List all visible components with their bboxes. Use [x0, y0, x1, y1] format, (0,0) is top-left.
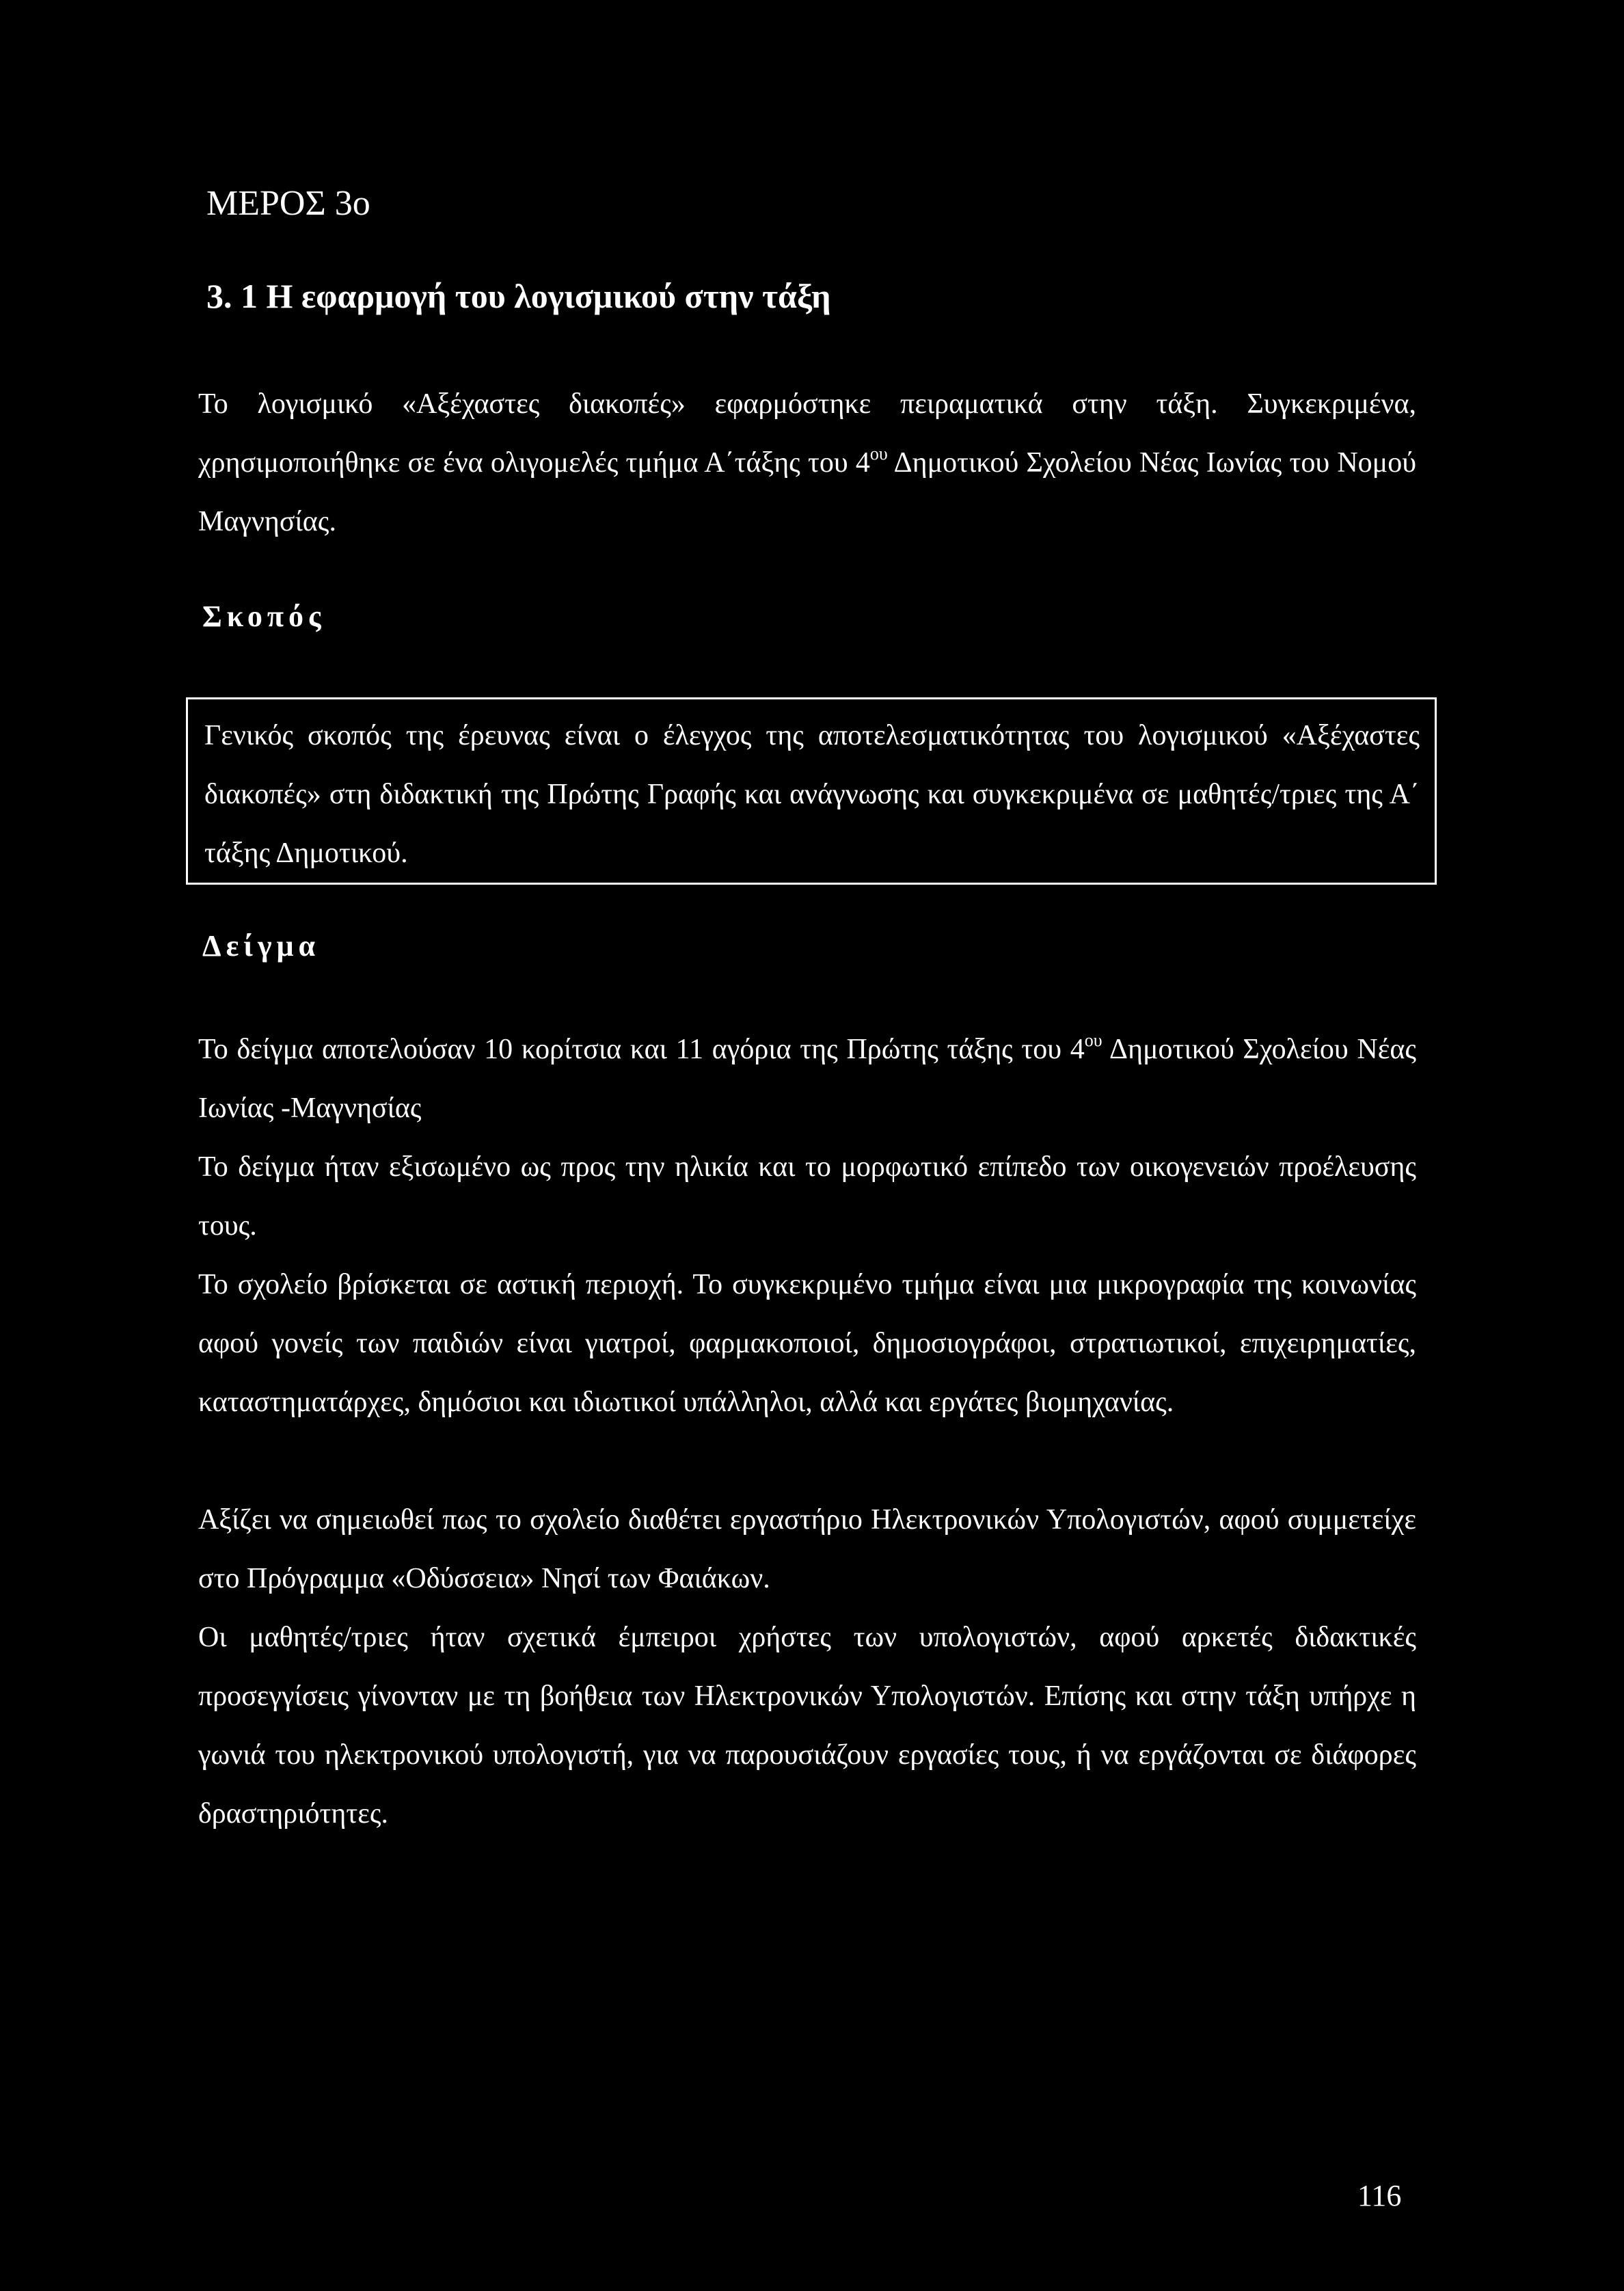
sample-paragraph-2: Το δείγμα ήταν εξισωμένο ως προς την ηλικία και το μορφωτικό επίπεδο των οικογενειών προέλευσης τους. [198, 1151, 1416, 1242]
aim-text: Γενικός σκοπός της έρευνας είναι ο έλεγχος της αποτελεσματικότητας του λογισμικού «Αξέχαστες διακοπές» στη διδακτική της Πρώτης Γραφής και ανάγνωσης και συγκεκριμένα σε μαθητές/τριες της Α΄ τάξης Δημοτικού. [204, 720, 1420, 869]
sample-paragraph-5: Οι μαθητές/τριες ήταν σχετικά έμπειροι χρήστες των υπολογιστών, αφού αρκετές διδακτικές προσεγγίσεις γίνονταν με τη βοήθεια των Ηλεκτρονικών Υπολογιστών. Επίσης και στην τάξη υπήρχε η γωνιά του ηλεκτρονικού υπολογιστή, για να παρουσιάζουν εργασίες τους, ή να εργάζονται σε διάφορες δραστηριότητες. [198, 1622, 1416, 1830]
sample-p1-end: Δημοτικού Σχολείου Νέας Ιωνίας -Μαγνησίας [198, 1034, 1416, 1124]
sample-heading: Δείγμα [202, 929, 321, 963]
page-number: 116 [1357, 2179, 1402, 2212]
section-heading: 3. 1 Η εφαρμογή του λογισμικού στην τάξη [206, 277, 831, 315]
intro-text-start: Το λογισμικό «Αξέχαστες διακοπές» εφαρμόστηκε πειραματικά στην τάξη. Συγκεκριμένα, χρησιμοποιήθηκε σε ένα ολιγομελές τμήμα Α΄τάξης του 4 [198, 388, 1416, 479]
aim-heading: Σκοπός [202, 600, 326, 633]
sample-ordinal-suffix: ου [1084, 1030, 1102, 1050]
intro-paragraph [198, 375, 1416, 551]
sample-p1-start: Το δείγμα αποτελούσαν 10 κορίτσια και 11 αγόρια της Πρώτης τάξης του 4 [198, 1034, 1085, 1065]
sample-paragraph-1 [198, 1020, 1416, 1138]
intro-ordinal-suffix: ου [869, 444, 888, 464]
intro-text-end: Δημοτικού Σχολείου Νέας Ιωνίας του Νομού Μαγνησίας. [198, 447, 1416, 537]
part-heading: ΜΕΡΟΣ 3ο [206, 184, 370, 223]
sample-paragraph-4: Αξίζει να σημειωθεί πως το σχολείο διαθέτει εργαστήριο Ηλεκτρονικών Υπολογιστών, αφού συμμετείχε στο Πρόγραμμα «Οδύσσεια» Νησί των Φαιάκων. [198, 1504, 1416, 1594]
aim-box [186, 697, 1437, 885]
sample-paragraph-3: Το σχολείο βρίσκεται σε αστική περιοχή. Το συγκεκριμένο τμήμα είναι μια μικρογραφία της κοινωνίας αφού γονείς των παιδιών είναι γιατροί, φαρμακοποιοί, δημοσιογράφοι, στρατιωτικοί, επιχειρηματίες, καταστηματάρχες, δημόσιοι και ιδιωτικοί υπάλληλοι, αλλά και εργάτες βιομηχανίας. [198, 1269, 1416, 1418]
